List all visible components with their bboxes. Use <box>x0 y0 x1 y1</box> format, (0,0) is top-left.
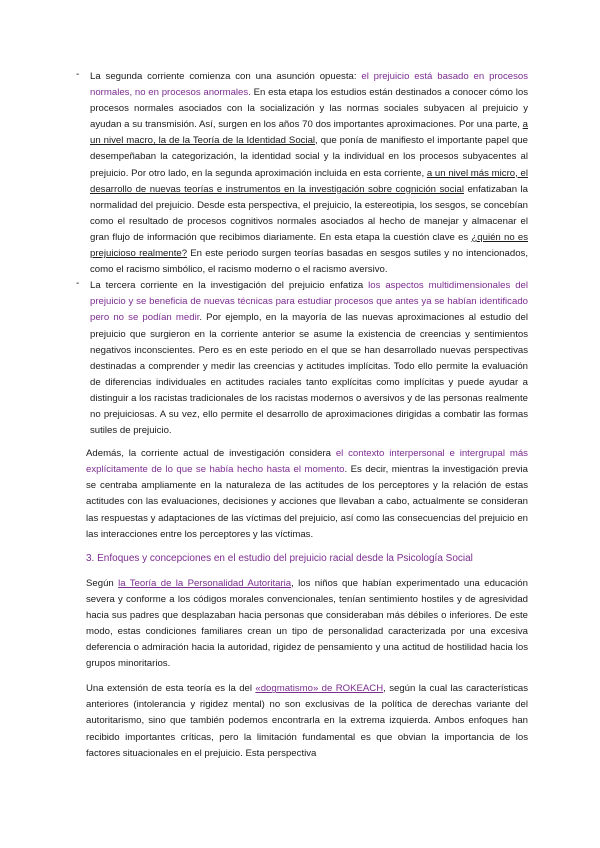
text-run: , según la cual las características anteriores (intolerancia y rigidez mental) no son exclusivas de la política de derechas variante del autoritarismo, sino que también podemos encontrarla en la extrema izquierda. Ambos enfoques han recibido importantes críticas, pero la limitación fundamental es que obvian la importancia de los factores situacionales en el prejuicio. Esta perspectiva <box>86 683 529 759</box>
text-run: . Por ejemplo, en la mayoría de las nuevas aproximaciones al estudio del prejuicio que surgieron en la corriente anterior se asume la existencia de creencias y sentimientos negativos inconscientes. Pero es en este periodo en el que se han desarrollado nuevas perspectivas destinadas a comprender y medir las creencias y actitudes implícitas. Todo ello permite la evaluación de diferencias individuales en actitudes raciales tanto explícitas como implícitas y puede ayudar a distinguir a los racistas tradicionales de los racistas modernos o aversivos y de las personas realmente no prejuiciosas. A su vez, ello permite el desarrollo de aproximaciones dirigidas a combatir las formas sutiles de prejuicio. <box>90 312 528 437</box>
text-run: La segunda corriente comienza con una asunción opuesta: <box>90 71 362 82</box>
text-run: Además, la corriente actual de investigación considera <box>86 448 336 460</box>
paragraph-extension <box>86 681 528 761</box>
bullet-dash: - <box>76 278 80 290</box>
section-heading: 3. Enfoques y concepciones en el estudio del prejuicio racial desde la Psicología Social <box>86 552 473 564</box>
document-body <box>76 69 529 762</box>
underlined-text: a un nivel macro, la de la Teoría de la Identidad Social <box>90 119 528 147</box>
highlight-text: el prejuicio está basado en procesos normales, no en procesos anormales. <box>90 71 529 99</box>
bullet-item-third-current <box>76 278 528 439</box>
text-run: La tercera corriente en la investigación del prejuicio enfatiza <box>90 280 369 292</box>
paragraph-ademas <box>86 446 528 543</box>
bullet-item-second-current <box>76 69 529 278</box>
bullet-paragraph <box>90 278 528 439</box>
link-text[interactable]: «dogmatismo» de ROKEACH <box>255 683 384 695</box>
highlight-text: el contexto interpersonal e intergrupal más explícitamente de lo que se había hecho hasta el momento <box>86 448 528 476</box>
paragraph-segun <box>86 576 528 673</box>
text-run: En esta etapa los estudios están destinados a conocer cómo los procesos normales asociados con la socialización y las normas sociales subyacen al prejuicio y ayudan a su transmisión. Así, surgen en los años 70 dos importantes aproximaciones. Por una parte, <box>90 87 528 131</box>
underlined-text: ¿quién no es prejuicioso realmente? <box>90 231 528 260</box>
text-run: En este periodo surgen teorías basadas en sesgos sutiles y no intencionados, como el racismo simbólico, el racismo moderno o el racismo aversivo. <box>90 248 528 276</box>
text-run: enfatizaban la normalidad del prejuicio. Desde esta perspectiva, el prejuicio, la estereotipia, los sesgos, se concebían como el resultado de procesos cognitivos normales asociados al hecho de manejar y almacenar el gran flujo de información que recibimos diariamente. En esta etapa la cuestión clave es <box>90 183 529 243</box>
text-run: Según <box>86 577 119 589</box>
text-run: Una extensión de esta teoría es la del <box>86 683 256 695</box>
highlight-text: los aspectos multidimensionales del prejuicio y se beneficia de nuevas técnicas para estudiar procesos que antes ya se habían identificado pero no se podían medir <box>90 280 528 324</box>
link-text[interactable]: la Teoría de la Personalidad Autoritaria <box>118 577 292 589</box>
underlined-text: a un nivel más micro, el desarrollo de nuevas teorías e instrumentos en la investigación sobre cognición social <box>90 167 528 195</box>
bullet-dash: - <box>76 69 80 80</box>
bullet-paragraph <box>90 69 528 278</box>
text-run: . Es decir, mientras la investigación previa se centraba ampliamente en la naturaleza de las actitudes de los perceptores y la relación de estas actitudes con las evaluaciones, decisiones y acciones que llevaban a cabo, actualmente se consideran las respuestas y adaptaciones de las víctimas del prejuicio, así como las consecuencias del prejuicio en las interacciones entre los perceptores y las víctimas. <box>86 464 528 540</box>
text-run: , los niños que habían experimentado una educación severa y conforme a los códigos morales convencionales, tenían sentimiento hostiles y de agresividad hacia sus padres que desplazaban hacia personas que consideraban más débiles o inferiores. De este modo, estas condiciones familiares crean un tipo de personalidad caracterizada por una excesiva deferencia o admiración hacia la autoridad, rigidez de pensamiento y una actitud de hostilidad hacia los grupos minoritarios. <box>86 577 528 670</box>
text-run: , que ponía de manifiesto el importante papel que desempeñaban la categorización, la identidad social y la individual en los procesos subyacentes al prejuicio. Por otro lado, en la segunda aproximación incluida en esta corriente, <box>90 135 528 179</box>
